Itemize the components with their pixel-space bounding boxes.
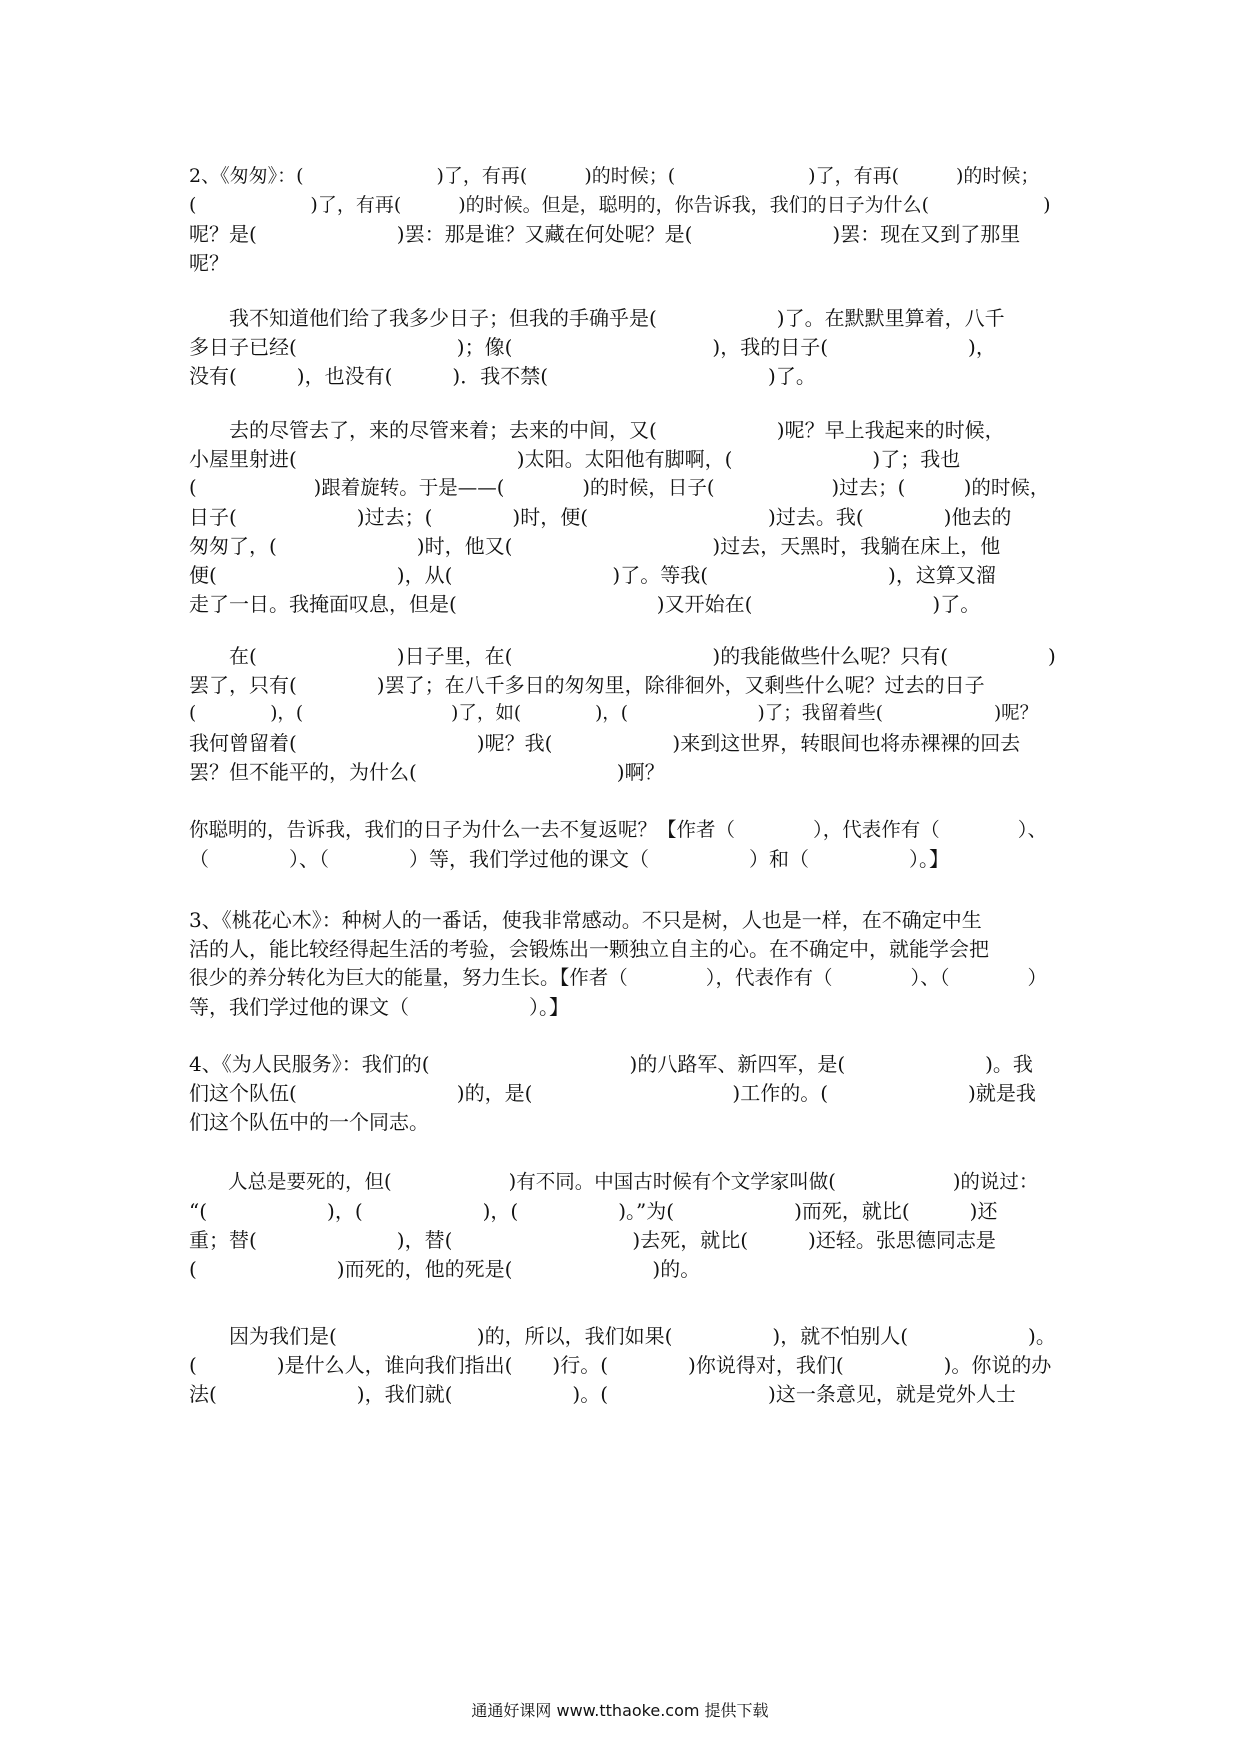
text-line: 4、《为人民服务》：我们的( )的八路军、新四军，是( )。我 xyxy=(189,1052,1033,1076)
text-line: 呢？ xyxy=(189,251,229,275)
text-line: ( )，( )了，如( )，( )了；我留着些( )呢？ xyxy=(189,703,1039,724)
text-line: 等，我们学过他的课文（ ）。】 xyxy=(189,995,569,1019)
text-line: ( )跟着旋转。于是——( )的时候，日子( )过去；( )的时候， xyxy=(189,476,1050,499)
text-line: 你聪明的，告诉我，我们的日子为什么一去不复返呢？【作者（ ），代表作有（ ）、 xyxy=(189,818,1048,841)
text-line: 活的人，能比较经得起生活的考验，会锻炼出一颗独立自主的心。在不确定中，就能学会把 xyxy=(189,937,989,961)
text-line: 呢？是( )罢：那是谁？又藏在何处呢？是( )罢：现在又到了那里 xyxy=(189,222,1021,246)
text-line: ( )是什么人，谁向我们指出( )行。( )你说得对，我们( )。你说的办 xyxy=(189,1353,1052,1377)
footer-source: 通通好课网 www.tthaoke.com 提供下载 xyxy=(471,1701,769,1720)
text-line: 3、《桃花心木》：种树人的一番话，使我非常感动。不只是树，人也是一样，在不确定中生 xyxy=(189,908,982,932)
worksheet-page xyxy=(189,0,1059,1754)
text-line: 因为我们是( )的，所以，我们如果( )，就不怕别人( )。 xyxy=(189,1324,1056,1348)
text-line: 我不知道他们给了我多少日子；但我的手确乎是( )了。在默默里算着，八千 xyxy=(189,306,1005,330)
text-line: 走了一日。我掩面叹息，但是( )又开始在( )了。 xyxy=(189,592,981,616)
text-line: 人总是要死的，但( )有不同。中国古时候有个文学家叫做( )的说过： xyxy=(189,1170,1039,1193)
text-line: 在( )日子里，在( )的我能做些什么呢？只有( ) xyxy=(189,644,1056,668)
text-line: 法( )，我们就( )。( )这一条意见，就是党外人士 xyxy=(189,1382,1016,1406)
text-line: 小屋里射进( )太阳。太阳他有脚啊，( )了；我也 xyxy=(189,447,961,471)
text-line: ( )而死的，他的死是( )的。 xyxy=(189,1257,701,1281)
text-line: 们这个队伍中的一个同志。 xyxy=(189,1110,429,1134)
text-line: “( )，( )，( )。”为( )而死，就比( )还 xyxy=(189,1199,998,1223)
text-line: 2、《匆匆》：( )了，有再( )的时候；( )了，有再( )的时候； xyxy=(189,165,1040,187)
text-line: （ ）、（ ）等，我们学过他的课文（ ）和（ ）。】 xyxy=(189,847,949,871)
text-line: 去的尽管去了，来的尽管来着；去来的中间，又( )呢？早上我起来的时候， xyxy=(189,418,1005,442)
text-line: 很少的养分转化为巨大的能量，努力生长。【作者（ ），代表作有（ ）、（ ） xyxy=(189,966,1048,989)
text-line: 匆匆了，( )时，他又( )过去，天黑时，我躺在床上，他 xyxy=(189,534,1001,558)
text-line: 罢了，只有( )罢了；在八千多日的匆匆里，除徘徊外，又剩些什么呢？过去的日子 xyxy=(189,673,985,697)
text-line: 们这个队伍( )的，是( )工作的。( )就是我 xyxy=(189,1081,1036,1105)
text-line: 多日子已经( )；像( )，我的日子( )， xyxy=(189,335,996,359)
text-line: 罢？但不能平的，为什么( )啊？ xyxy=(189,760,665,784)
text-line: 便( )，从( )了。等我( )，这算又溜 xyxy=(189,563,996,587)
text-line: 重；替( )，替( )去死，就比( )还轻。张思德同志是 xyxy=(189,1228,996,1252)
text-line: 日子( )过去；( )时，便( )过去。我( )他去的 xyxy=(189,505,1012,529)
text-line: 没有( )，也没有( )．我不禁( )了。 xyxy=(189,364,816,388)
text-line: ( )了，有再( )的时候。但是，聪明的，你告诉我，我们的日子为什么( ) xyxy=(189,194,1051,216)
text-line: 我何曾留着( )呢？我( )来到这世界，转眼间也将赤裸裸的回去 xyxy=(189,731,1021,755)
